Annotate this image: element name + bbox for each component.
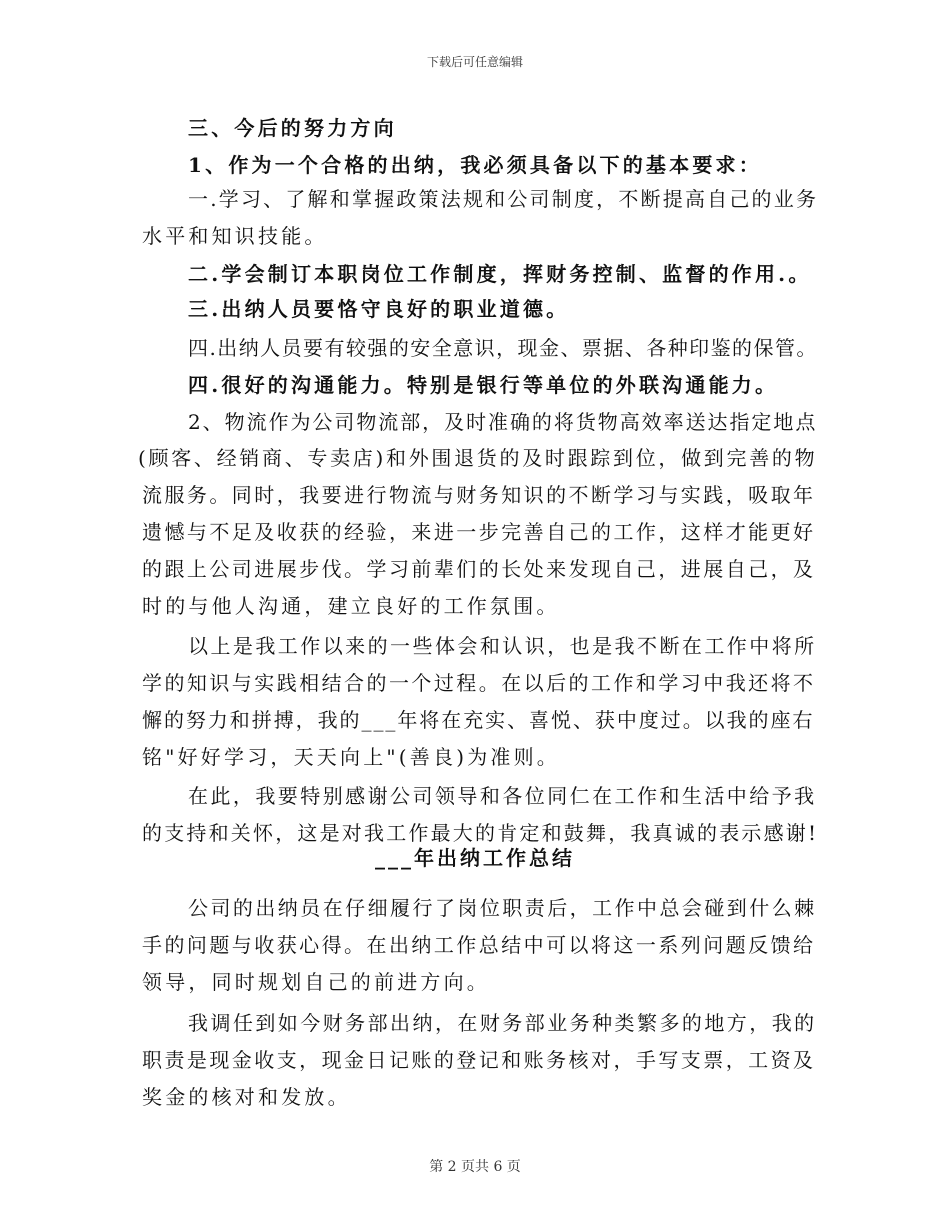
page-footer: 第 2 页共 6 页 xyxy=(429,1159,521,1175)
paragraph-line: 水平和知识技能。 xyxy=(142,224,328,248)
subheading: 1、作为一个合格的出纳，我必须具备以下的基本要求： xyxy=(188,153,762,177)
paragraph-line: 遗憾与不足及收获的经验，来进一步完善自己的工作，这样才能更好 xyxy=(142,520,816,544)
paragraph-line: 学的知识与实践相结合的一个过程。在以后的工作和学习中我还将不 xyxy=(142,671,816,695)
section-heading: 三、今后的努力方向 xyxy=(188,116,397,140)
paragraph-line: 一.学习、了解和掌握政策法规和公司制度，不断提高自己的业务 xyxy=(188,187,819,211)
paragraph-line: 以上是我工作以来的一些体会和认识，也是我不断在工作中将所 xyxy=(188,634,817,658)
page-header: 下载后可任意编辑 xyxy=(426,55,523,69)
paragraph-line-bold: 二.学会制订本职岗位工作制度，挥财务控制、监督的作用.。 xyxy=(188,262,812,286)
paragraph-line-bold: 四.很好的沟通能力。特别是银行等单位的外联沟通能力。 xyxy=(188,373,779,397)
paragraph-line: 流服务。同时，我要进行物流与财务知识的不断学习与实践，吸取年 xyxy=(142,483,816,507)
paragraph-line: 手的问题与收获心得。在出纳工作总结中可以将这一系列问题反馈给 xyxy=(142,933,816,957)
paragraph-line-bold: 三.出纳人员要恪守良好的职业道德。 xyxy=(188,297,570,321)
paragraph-line: 2、物流作为公司物流部，及时准确的将货物高效率送达指定地点 xyxy=(188,410,818,434)
paragraph-line: 的支持和关怀，这是对我工作最大的肯定和鼓舞，我真诚的表示感谢! xyxy=(142,821,819,845)
paragraph-line: 四.出纳人员要有较强的安全意识，现金、票据、各种印鉴的保管。 xyxy=(188,336,818,360)
paragraph-line: 的跟上公司进展步伐。学习前辈们的长处来发现自己，进展自己，及 xyxy=(142,557,816,581)
paragraph-line: 奖金的核对和发放。 xyxy=(142,1085,351,1109)
paragraph-line: 我调任到如今财务部出纳，在财务部业务种类繁多的地方，我的 xyxy=(188,1011,817,1035)
paragraph-line: 职责是现金收支，现金日记账的登记和账务核对，手写支票，工资及 xyxy=(142,1048,816,1072)
document-title: ___年出纳工作总结 xyxy=(375,846,575,870)
paragraph-line: 公司的出纳员在仔细履行了岗位职责后，工作中总会碰到什么棘 xyxy=(188,896,817,920)
paragraph-line: (顾客、经销商、专卖店)和外围退货的及时跟踪到位，做到完善的物 xyxy=(138,446,818,470)
paragraph-line: 铭"好好学习，天天向上"(善良)为准则。 xyxy=(142,745,561,769)
paragraph-line: 领导，同时规划自己的前进方向。 xyxy=(142,970,490,994)
paragraph-line: 在此，我要特别感谢公司领导和各位同仁在工作和生活中给予我 xyxy=(188,784,817,808)
paragraph-line: 懈的努力和拼搏，我的___年将在充实、喜悦、获中度过。以我的座右 xyxy=(142,708,815,732)
paragraph-line: 时的与他人沟通，建立良好的工作氛围。 xyxy=(142,594,560,618)
